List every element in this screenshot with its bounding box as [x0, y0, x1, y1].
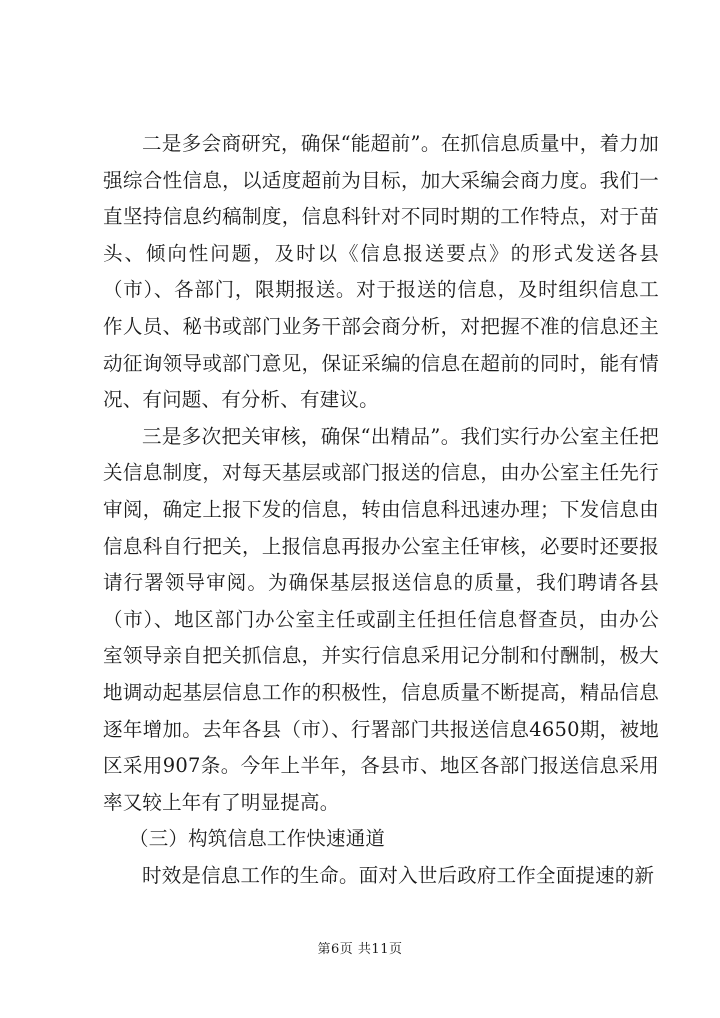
paragraph-review-approve: 三是多次把关审核，确保“出精品”。我们实行办公室主任把关信息制度，对每天基层或部门报送的信息，由办公室主任先行审阅，确定上报下发的信息，转由信息科迅速办理；下发信息由信息科自行把关，上报信息再报办公室主任审核，必要时还要报请行署领导审阅。为确保基层报送信息的质量，我们聘请各县（市）、地区部门办公室主任或副主任担任信息督查员，由办公室领导亲自把关抓信息，并实行信息采用记分制和付酬制，极大地调动起基层信息工作的积极性，信息质量不断提高，精品信息逐年增加。去年各县（市）、行署部门共报送信息4650期，被地区采用907条。今年上半年，各县市、地区各部门报送信息采用率又较上年有了明显提高。	[103, 424, 659, 814]
paragraph-timeliness: 时效是信息工作的生命。面对入世后政府工作全面提速的新	[142, 863, 655, 887]
paragraph-verify-consult: 二是多会商研究，确保“能超前”。在抓信息质量中，着力加强综合性信息，以适度超前为目标，加大采编会商力度。我们一直坚持信息约稿制度，信息科针对不同时期的工作特点，对于苗头、倾向性问题，及时以《信息报送要点》的形式发送各县（市）、各部门，限期报送。对于报送的信息，及时组织信息工作人员、秘书或部门业务干部会商分析，对把握不准的信息还主动征询领导或部门意见，保证采编的信息在超前的同时，能有情况、有问题、有分析、有建议。	[103, 132, 659, 412]
section-heading: （三）构筑信息工作快速通道	[129, 827, 386, 851]
document-body	[103, 126, 659, 894]
page-number-footer: 第6页 共11页	[317, 942, 403, 957]
